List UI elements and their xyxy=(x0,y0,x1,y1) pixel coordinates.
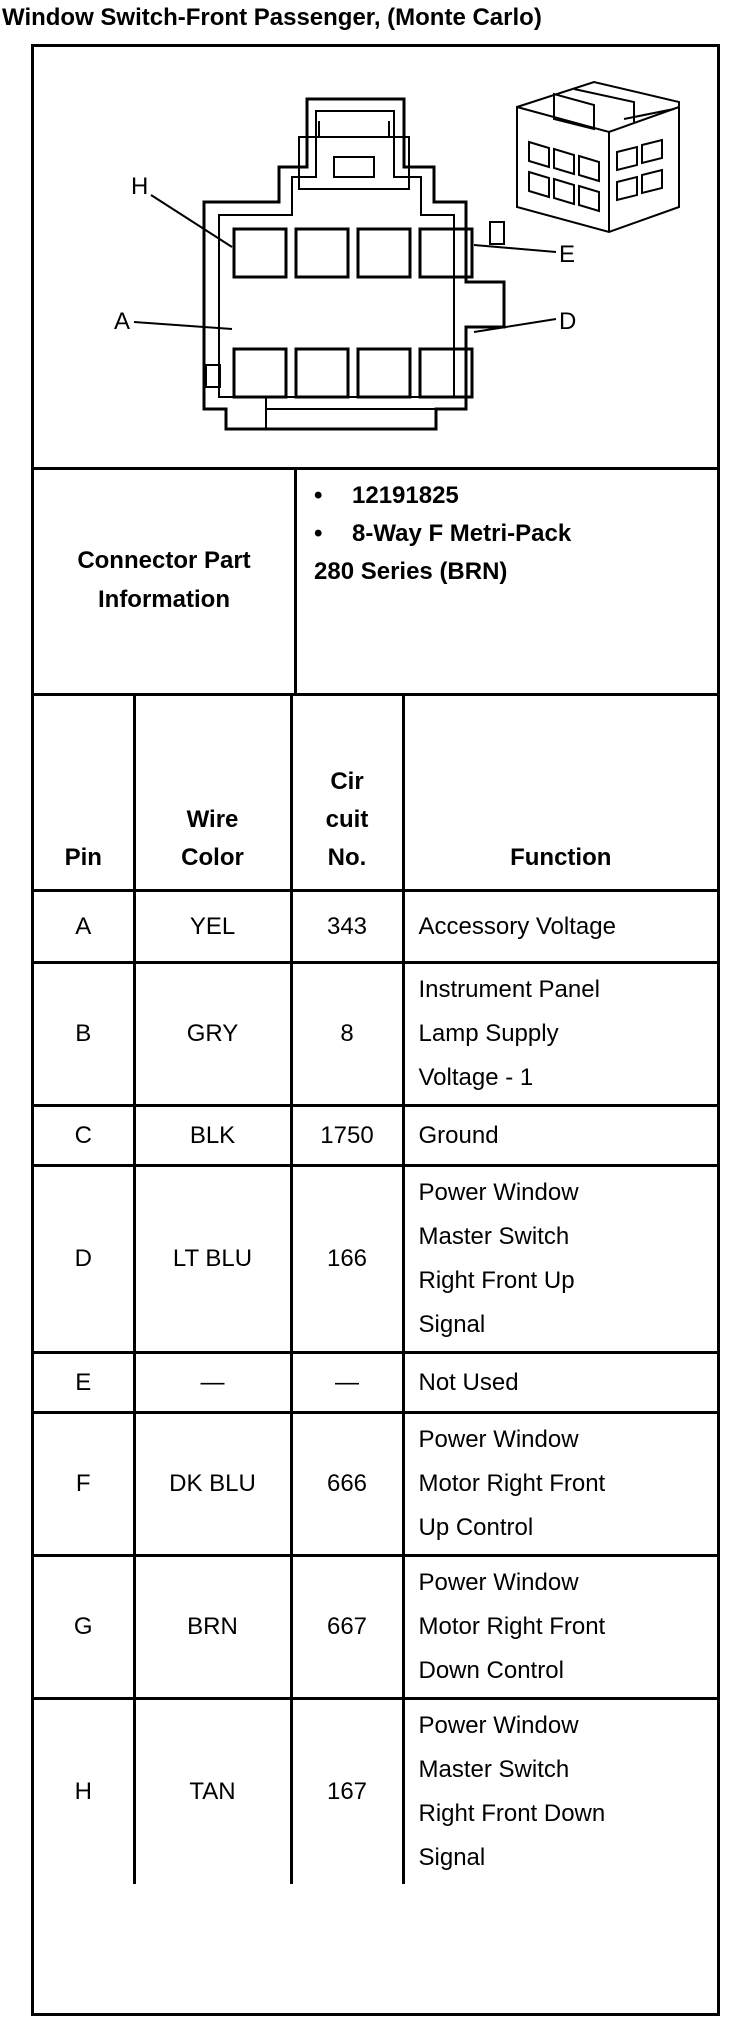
wire-color-cell: — xyxy=(134,1353,291,1413)
function-line: Power Window xyxy=(418,1426,579,1453)
pin-label-h: H xyxy=(131,173,149,200)
function-cell xyxy=(403,1556,717,1699)
circuit-cell: 343 xyxy=(291,891,403,963)
header-wire-color: Wire Color xyxy=(134,693,291,891)
circuit-cell: 667 xyxy=(291,1556,403,1699)
connector-diagram xyxy=(34,47,717,470)
label-line-1: Connector Part xyxy=(77,547,251,574)
header-pin: Pin xyxy=(34,693,134,891)
function-cell xyxy=(403,891,717,963)
function-line: Instrument Panel xyxy=(418,976,600,1003)
circuit-cell: 666 xyxy=(291,1413,403,1556)
pinout-table xyxy=(34,693,717,1884)
function-line: Master Switch xyxy=(418,1756,570,1783)
function-line: Ground xyxy=(418,1121,499,1149)
wire-color-cell: BLK xyxy=(134,1106,291,1166)
pin-label-d: D xyxy=(559,308,577,335)
circuit-cell: 166 xyxy=(291,1166,403,1353)
pin-cell: F xyxy=(34,1413,134,1556)
wire-color-cell: DK BLU xyxy=(134,1413,291,1556)
table-row xyxy=(34,1699,717,1885)
pin-cell: D xyxy=(34,1166,134,1353)
function-line: Not Used xyxy=(418,1368,519,1396)
function-cell xyxy=(403,1699,717,1885)
function-line: Master Switch xyxy=(418,1223,570,1250)
function-line: Signal xyxy=(418,1311,486,1338)
function-line: Up Control xyxy=(418,1514,534,1541)
function-cell xyxy=(403,1106,717,1166)
table-row xyxy=(34,1166,717,1353)
function-line: Down Control xyxy=(418,1657,564,1684)
function-cell xyxy=(403,1413,717,1556)
function-line: Power Window xyxy=(418,1712,579,1739)
table-row xyxy=(34,1413,717,1556)
connector-face-drawing xyxy=(34,47,717,467)
connector-isometric-icon xyxy=(517,82,679,232)
function-line: Right Front Up xyxy=(418,1267,575,1294)
pin-cell: G xyxy=(34,1556,134,1699)
table-header-row xyxy=(34,693,717,891)
pin-cell: E xyxy=(34,1353,134,1413)
connector-part-info xyxy=(34,467,717,696)
connector-part-info-value xyxy=(314,477,571,591)
function-cell xyxy=(403,1166,717,1353)
connector-part-info-label xyxy=(34,467,297,693)
connector-type: • 8-Way F Metri-Pack xyxy=(314,515,571,553)
wire-color-cell: YEL xyxy=(134,891,291,963)
circuit-cell: 1750 xyxy=(291,1106,403,1166)
table-row xyxy=(34,1556,717,1699)
label-line-2: Information xyxy=(97,586,230,613)
pin-cell: A xyxy=(34,891,134,963)
wire-color-cell: BRN xyxy=(134,1556,291,1699)
table-row xyxy=(34,963,717,1106)
pin-label-e: E xyxy=(559,241,576,268)
pin-cell: H xyxy=(34,1699,134,1885)
wire-color-cell: LT BLU xyxy=(134,1166,291,1353)
connector-series: 280 Series (BRN) xyxy=(314,558,508,585)
header-function: Function xyxy=(403,693,717,891)
wire-color-cell: GRY xyxy=(134,963,291,1106)
function-cell xyxy=(403,1353,717,1413)
function-line: Motor Right Front xyxy=(418,1470,606,1497)
circuit-cell: 167 xyxy=(291,1699,403,1885)
pin-label-a: A xyxy=(114,308,131,335)
circuit-cell: 8 xyxy=(291,963,403,1106)
function-line: Right Front Down xyxy=(418,1800,606,1827)
table-row xyxy=(34,891,717,963)
table-row xyxy=(34,1106,717,1166)
table-row xyxy=(34,1353,717,1413)
page-title: Window Switch-Front Passenger, (Monte Carlo) xyxy=(2,4,542,31)
connector-sheet xyxy=(31,44,720,2016)
part-number: • 12191825 xyxy=(314,477,571,515)
function-cell xyxy=(403,963,717,1106)
function-line: Power Window xyxy=(418,1569,579,1596)
function-line: Motor Right Front xyxy=(418,1613,606,1640)
header-circuit-no: Cir cuit No. xyxy=(291,693,403,891)
pin-cell: B xyxy=(34,963,134,1106)
pin-cell: C xyxy=(34,1106,134,1166)
function-line: Power Window xyxy=(418,1179,579,1206)
function-line: Lamp Supply xyxy=(418,1020,559,1047)
function-line: Signal xyxy=(418,1844,486,1871)
wire-color-cell: TAN xyxy=(134,1699,291,1885)
function-line: Voltage - 1 xyxy=(418,1064,534,1091)
circuit-cell: — xyxy=(291,1353,403,1413)
function-line: Accessory Voltage xyxy=(418,912,616,940)
